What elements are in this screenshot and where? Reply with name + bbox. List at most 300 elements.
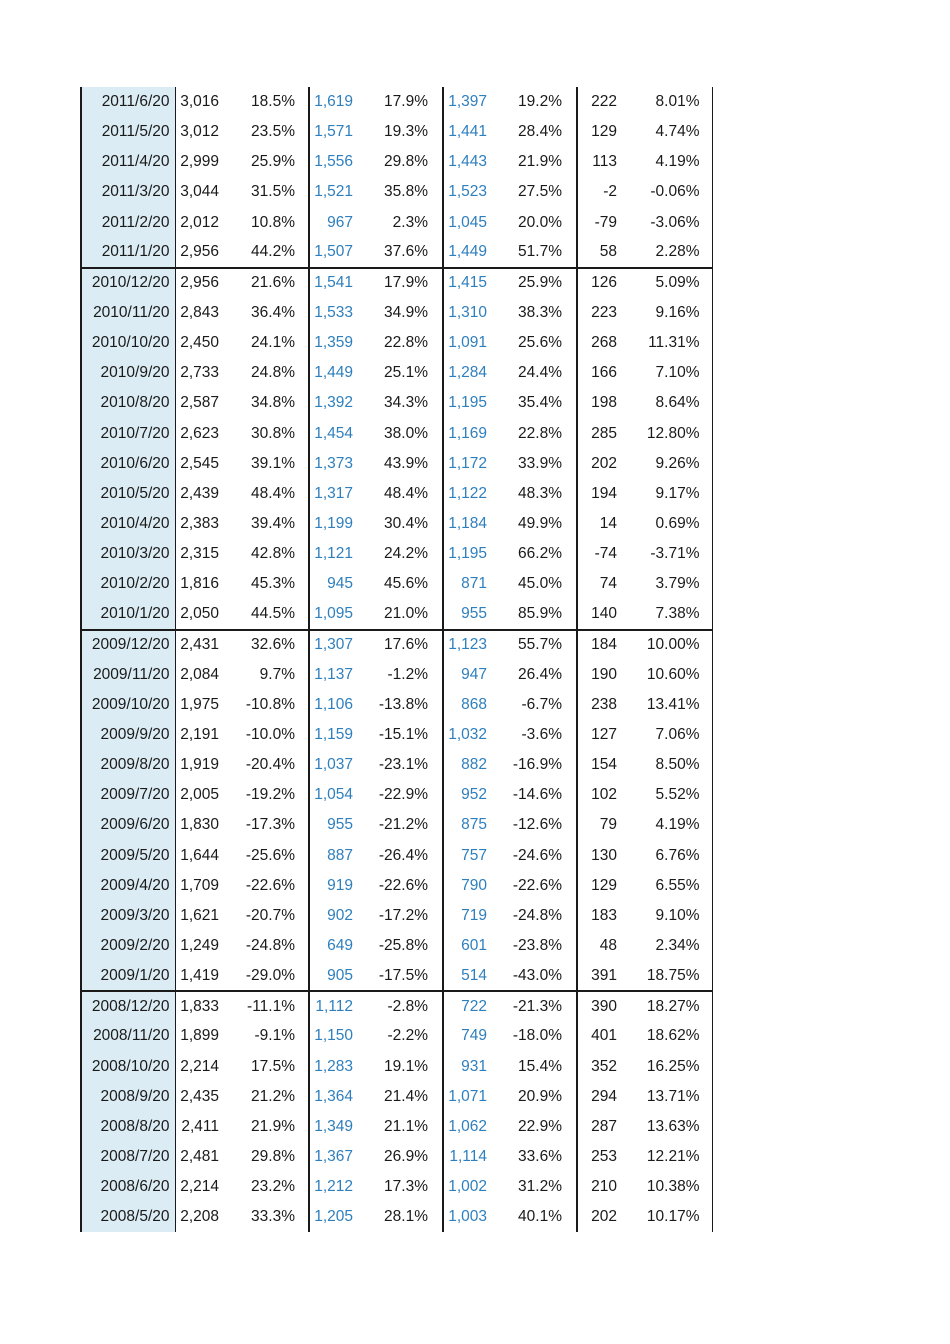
series-b-pct-cell: -3.6% [495,720,577,750]
total-value-cell: 2,383 [180,515,219,533]
diff-pct-cell: 4.19% [622,147,712,177]
diff-value-cell: -2 [603,183,617,201]
series-a-value-cell: 1,521 [314,183,353,201]
total-value-cell: 2,999 [180,153,219,171]
series-a-pct-cell: -23.1% [361,750,443,780]
date-cell: 2009/9/20 [81,720,175,750]
series-b-pct-cell: 35.4% [495,388,577,418]
table-row [81,479,712,509]
total-value-cell: 1,419 [180,966,219,984]
total-value-cell: 1,975 [180,695,219,713]
total-pct-cell: 21.2% [227,1082,309,1112]
series-b-value-cell: 514 [461,966,487,984]
total-value-cell: 2,208 [180,1208,219,1226]
series-b-value-cell: 1,091 [448,334,487,352]
total-value-cell: 2,214 [180,1178,219,1196]
table-row [81,630,712,660]
series-a-value-cell: 945 [327,575,353,593]
series-b-value-cell: 1,284 [448,364,487,382]
total-pct-cell: -11.1% [227,991,309,1021]
diff-value-cell: 129 [591,876,617,894]
total-pct-cell: -20.4% [227,750,309,780]
series-a-pct-cell: 38.0% [361,419,443,449]
table-row [81,1082,712,1112]
table-row [81,1112,712,1142]
total-pct-cell: 24.1% [227,328,309,358]
series-a-pct-cell: 19.1% [361,1052,443,1082]
total-pct-cell: 10.8% [227,208,309,238]
series-a-pct-cell: 22.8% [361,328,443,358]
total-value-cell: 2,411 [181,1117,219,1135]
series-a-pct-cell: 21.0% [361,599,443,629]
table-row [81,750,712,780]
total-value-cell: 3,012 [180,123,219,141]
series-a-pct-cell: 48.4% [361,479,443,509]
diff-pct-cell: 3.79% [622,569,712,599]
series-b-pct-cell: -18.0% [495,1021,577,1051]
table-row [81,208,712,238]
diff-value-cell: 198 [591,394,617,412]
series-a-pct-cell: 17.9% [361,87,443,117]
series-a-value-cell: 1,392 [314,394,353,412]
diff-value-cell: 202 [591,1208,617,1226]
diff-pct-cell: 6.76% [622,841,712,871]
diff-pct-cell: 12.21% [622,1142,712,1172]
series-a-value-cell: 1,541 [309,268,361,298]
date-cell: 2010/11/20 [81,298,175,328]
diff-value-cell: 166 [591,364,617,382]
series-a-pct-cell: 45.6% [361,569,443,599]
table-row [81,328,712,358]
diff-value-cell: 190 [591,665,617,683]
total-value-cell: 1,833 [175,991,227,1021]
table-row [81,599,712,629]
table-row [81,238,712,268]
series-b-pct-cell: 85.9% [495,599,577,629]
diff-value-cell: 294 [591,1087,617,1105]
diff-value-cell: 222 [591,93,617,111]
diff-pct-cell: 10.60% [622,660,712,690]
date-cell: 2009/2/20 [81,931,175,961]
diff-value-cell: 126 [577,268,622,298]
series-b-pct-cell: 66.2% [495,539,577,569]
total-pct-cell: 24.8% [227,358,309,388]
series-b-value-cell: 1,169 [448,424,487,442]
date-cell: 2010/3/20 [81,539,175,569]
series-b-pct-cell: 20.9% [495,1082,577,1112]
series-a-value-cell: 1,150 [314,1027,353,1045]
series-b-value-cell: 931 [461,1057,487,1075]
total-value-cell: 2,587 [180,394,219,412]
total-value-cell: 2,431 [175,630,227,660]
total-pct-cell: 44.2% [227,238,309,268]
diff-pct-cell: 9.16% [622,298,712,328]
total-pct-cell: 25.9% [227,147,309,177]
diff-pct-cell: 16.25% [622,1052,712,1082]
diff-value-cell: 14 [599,515,617,533]
total-value-cell: 1,816 [180,575,219,593]
series-b-value-cell: 952 [461,786,487,804]
series-b-pct-cell: 15.4% [495,1052,577,1082]
date-cell: 2009/7/20 [81,780,175,810]
table-row [81,388,712,418]
series-a-value-cell: 905 [327,966,353,984]
series-a-pct-cell: 17.3% [361,1172,443,1202]
total-pct-cell: 44.5% [227,599,309,629]
diff-value-cell: 140 [591,604,617,622]
series-b-pct-cell: -22.6% [495,871,577,901]
diff-pct-cell: 9.26% [622,449,712,479]
date-cell: 2008/9/20 [81,1082,175,1112]
diff-pct-cell: -3.71% [622,539,712,569]
series-b-value-cell: 1,003 [448,1208,487,1226]
diff-pct-cell: 8.01% [622,87,712,117]
series-b-value-cell: 749 [461,1027,487,1045]
series-b-value-cell: 1,184 [448,515,487,533]
series-b-value-cell: 1,071 [448,1087,487,1105]
series-b-value-cell: 1,002 [448,1178,487,1196]
series-b-pct-cell: -24.6% [495,841,577,871]
date-cell: 2008/7/20 [81,1142,175,1172]
diff-pct-cell: 9.10% [622,901,712,931]
series-a-pct-cell: 34.9% [361,298,443,328]
total-value-cell: 2,050 [180,604,219,622]
date-cell: 2010/5/20 [81,479,175,509]
series-b-pct-cell: -14.6% [495,780,577,810]
series-a-pct-cell: -22.6% [361,871,443,901]
series-a-value-cell: 1,349 [314,1117,353,1135]
series-b-value-cell: 1,415 [443,268,495,298]
series-b-pct-cell: 28.4% [495,117,577,147]
series-a-pct-cell: -2.8% [361,991,443,1021]
series-b-value-cell: 1,045 [448,213,487,231]
total-value-cell: 2,623 [180,424,219,442]
series-b-pct-cell: 20.0% [495,208,577,238]
series-b-value-cell: 1,195 [448,394,487,412]
series-a-pct-cell: 29.8% [361,147,443,177]
total-value-cell: 2,315 [180,545,219,563]
total-value-cell: 1,249 [180,937,219,954]
series-a-pct-cell: 25.1% [361,358,443,388]
series-b-value-cell: 1,523 [448,183,487,201]
date-cell: 2010/10/20 [81,328,175,358]
total-value-cell: 2,733 [180,364,219,382]
total-value-cell: 3,016 [180,93,219,111]
date-cell: 2011/3/20 [81,177,175,207]
total-pct-cell: 30.8% [227,419,309,449]
series-b-pct-cell: 51.7% [495,238,577,268]
table-row [81,268,712,298]
series-b-pct-cell: -21.3% [495,991,577,1021]
date-cell: 2010/9/20 [81,358,175,388]
date-cell: 2010/8/20 [81,388,175,418]
series-b-value-cell: 871 [461,575,487,593]
series-b-pct-cell: 19.2% [495,87,577,117]
series-b-pct-cell: -23.8% [495,931,577,961]
diff-pct-cell: 5.52% [622,780,712,810]
total-pct-cell: 45.3% [227,569,309,599]
series-b-pct-cell: 48.3% [495,479,577,509]
series-a-pct-cell: -17.5% [361,961,443,991]
total-value-cell: 2,439 [180,484,219,502]
date-cell: 2009/6/20 [81,810,175,840]
diff-value-cell: 130 [591,846,617,864]
series-b-value-cell: 1,449 [448,243,487,261]
total-pct-cell: 33.3% [227,1202,309,1232]
total-pct-cell: 29.8% [227,1142,309,1172]
diff-pct-cell: 13.41% [622,690,712,720]
series-a-value-cell: 1,283 [314,1057,353,1075]
series-a-value-cell: 1,533 [314,304,353,322]
diff-pct-cell: 13.63% [622,1112,712,1142]
diff-value-cell: 352 [591,1057,617,1075]
series-b-value-cell: 1,310 [448,304,487,322]
diff-value-cell: 202 [591,454,617,472]
date-cell: 2008/5/20 [81,1202,175,1232]
total-pct-cell: 23.2% [227,1172,309,1202]
total-pct-cell: -10.8% [227,690,309,720]
diff-value-cell: 48 [599,937,617,954]
series-a-value-cell: 1,037 [314,756,353,774]
diff-value-cell: -79 [594,213,617,231]
table-row [81,419,712,449]
date-cell: 2009/4/20 [81,871,175,901]
date-cell: 2008/6/20 [81,1172,175,1202]
series-a-pct-cell: 19.3% [361,117,443,147]
series-a-pct-cell: 2.3% [361,208,443,238]
series-a-value-cell: 1,121 [314,545,353,563]
series-b-value-cell: 1,443 [448,153,487,171]
series-a-pct-cell: -13.8% [361,690,443,720]
table-row [81,931,712,961]
table-row [81,1202,712,1232]
series-b-value-cell: 1,195 [448,545,487,563]
diff-value-cell: 194 [591,484,617,502]
diff-pct-cell: 4.74% [622,117,712,147]
series-b-pct-cell: -43.0% [495,961,577,991]
table-row [81,358,712,388]
series-b-value-cell: 1,123 [443,630,495,660]
total-pct-cell: 18.5% [227,87,309,117]
series-a-pct-cell: -17.2% [361,901,443,931]
series-a-value-cell: 1,159 [314,726,353,744]
table-row [81,298,712,328]
series-b-pct-cell: 22.9% [495,1112,577,1142]
series-a-pct-cell: -26.4% [361,841,443,871]
series-b-value-cell: 601 [461,937,487,954]
series-a-value-cell: 1,054 [314,786,353,804]
total-pct-cell: -19.2% [227,780,309,810]
diff-pct-cell: 8.64% [622,388,712,418]
series-b-value-cell: 722 [443,991,495,1021]
series-b-value-cell: 882 [461,756,487,774]
series-b-pct-cell: 45.0% [495,569,577,599]
date-cell: 2011/6/20 [81,87,175,117]
table-row [81,780,712,810]
series-a-pct-cell: 30.4% [361,509,443,539]
total-pct-cell: 34.8% [227,388,309,418]
series-a-value-cell: 967 [327,213,353,231]
series-b-value-cell: 719 [461,906,487,924]
total-value-cell: 2,545 [180,454,219,472]
series-b-value-cell: 955 [461,604,487,622]
series-b-value-cell: 1,032 [448,726,487,744]
series-b-value-cell: 790 [461,876,487,894]
series-a-value-cell: 919 [327,876,353,894]
diff-pct-cell: 0.69% [622,509,712,539]
series-b-pct-cell: 25.9% [495,268,577,298]
date-cell: 2009/10/20 [81,690,175,720]
total-pct-cell: 32.6% [227,630,309,660]
date-cell: 2008/10/20 [81,1052,175,1082]
total-pct-cell: -29.0% [227,961,309,991]
diff-pct-cell: -3.06% [622,208,712,238]
series-a-value-cell: 1,507 [314,243,353,261]
total-value-cell: 2,481 [180,1147,219,1165]
series-a-pct-cell: -25.8% [361,931,443,961]
diff-pct-cell: 7.06% [622,720,712,750]
diff-pct-cell: 10.38% [622,1172,712,1202]
date-cell: 2010/7/20 [81,419,175,449]
total-pct-cell: 42.8% [227,539,309,569]
table-row [81,449,712,479]
diff-value-cell: -74 [594,545,617,563]
diff-pct-cell: 18.62% [622,1021,712,1051]
series-b-value-cell: 1,441 [448,123,487,141]
date-cell: 2009/5/20 [81,841,175,871]
diff-pct-cell: 9.17% [622,479,712,509]
series-a-value-cell: 1,367 [314,1147,353,1165]
date-cell: 2010/12/20 [81,268,175,298]
date-cell: 2011/1/20 [81,238,175,268]
series-b-pct-cell: -16.9% [495,750,577,780]
series-a-pct-cell: 26.9% [361,1142,443,1172]
diff-value-cell: 102 [591,786,617,804]
data-table [80,87,713,1232]
diff-pct-cell: 7.10% [622,358,712,388]
series-a-value-cell: 1,317 [314,484,353,502]
diff-value-cell: 285 [591,424,617,442]
series-a-value-cell: 1,364 [314,1087,353,1105]
series-a-pct-cell: 21.4% [361,1082,443,1112]
series-b-value-cell: 1,114 [449,1147,487,1165]
date-cell: 2008/12/20 [81,991,175,1021]
diff-pct-cell: 12.80% [622,419,712,449]
table-row [81,1172,712,1202]
series-a-pct-cell: 21.1% [361,1112,443,1142]
total-pct-cell: 39.1% [227,449,309,479]
total-pct-cell: 21.6% [227,268,309,298]
total-value-cell: 1,830 [180,816,219,834]
series-a-value-cell: 1,095 [314,604,353,622]
total-pct-cell: 31.5% [227,177,309,207]
diff-pct-cell: 18.27% [622,991,712,1021]
diff-value-cell: 154 [591,756,617,774]
series-b-pct-cell: 24.4% [495,358,577,388]
series-b-pct-cell: 26.4% [495,660,577,690]
series-b-value-cell: 757 [461,846,487,864]
series-a-pct-cell: -21.2% [361,810,443,840]
series-a-value-cell: 902 [327,906,353,924]
diff-value-cell: 287 [591,1117,617,1135]
date-cell: 2011/4/20 [81,147,175,177]
total-pct-cell: 21.9% [227,1112,309,1142]
series-b-pct-cell: 25.6% [495,328,577,358]
table-row [81,117,712,147]
table-row [81,177,712,207]
diff-value-cell: 79 [599,816,617,834]
total-pct-cell: 39.4% [227,509,309,539]
date-cell: 2009/8/20 [81,750,175,780]
series-a-value-cell: 1,454 [314,424,353,442]
diff-pct-cell: 13.71% [622,1082,712,1112]
table-row [81,1021,712,1051]
diff-pct-cell: 2.28% [622,238,712,268]
total-pct-cell: -17.3% [227,810,309,840]
diff-value-cell: 113 [592,153,617,171]
series-b-pct-cell: 55.7% [495,630,577,660]
diff-pct-cell: 2.34% [622,931,712,961]
table-row [81,147,712,177]
total-value-cell: 2,191 [180,726,219,744]
table-row [81,660,712,690]
series-a-value-cell: 1,373 [314,454,353,472]
diff-pct-cell: 5.09% [622,268,712,298]
table-row [81,1052,712,1082]
total-pct-cell: 23.5% [227,117,309,147]
total-value-cell: 2,084 [180,665,219,683]
series-b-value-cell: 1,397 [448,93,487,111]
diff-value-cell: 390 [577,991,622,1021]
series-a-value-cell: 1,619 [314,93,353,111]
series-b-value-cell: 947 [461,665,487,683]
series-b-value-cell: 868 [461,695,487,713]
table-row [81,1142,712,1172]
diff-value-cell: 58 [599,243,617,261]
series-b-pct-cell: 22.8% [495,419,577,449]
series-b-pct-cell: 33.6% [495,1142,577,1172]
total-value-cell: 2,012 [180,213,219,231]
diff-pct-cell: 10.17% [622,1202,712,1232]
diff-pct-cell: -0.06% [622,177,712,207]
total-value-cell: 2,005 [180,786,219,804]
total-value-cell: 2,843 [180,304,219,322]
series-a-pct-cell: 17.9% [361,268,443,298]
total-value-cell: 1,621 [180,906,219,924]
series-b-pct-cell: 21.9% [495,147,577,177]
date-cell: 2008/8/20 [81,1112,175,1142]
total-pct-cell: -22.6% [227,871,309,901]
total-value-cell: 2,435 [180,1087,219,1105]
diff-pct-cell: 8.50% [622,750,712,780]
total-pct-cell: 9.7% [227,660,309,690]
table-row [81,509,712,539]
total-value-cell: 1,709 [180,876,219,894]
diff-value-cell: 253 [591,1147,617,1165]
date-cell: 2009/11/20 [81,660,175,690]
diff-pct-cell: 7.38% [622,599,712,629]
date-cell: 2009/12/20 [81,630,175,660]
table-row [81,841,712,871]
total-pct-cell: 36.4% [227,298,309,328]
table-row [81,720,712,750]
series-a-value-cell: 955 [327,816,353,834]
total-pct-cell: -9.1% [227,1021,309,1051]
diff-value-cell: 223 [591,304,617,322]
total-value-cell: 3,044 [180,183,219,201]
series-b-value-cell: 1,172 [448,454,487,472]
series-a-value-cell: 1,137 [314,665,353,683]
